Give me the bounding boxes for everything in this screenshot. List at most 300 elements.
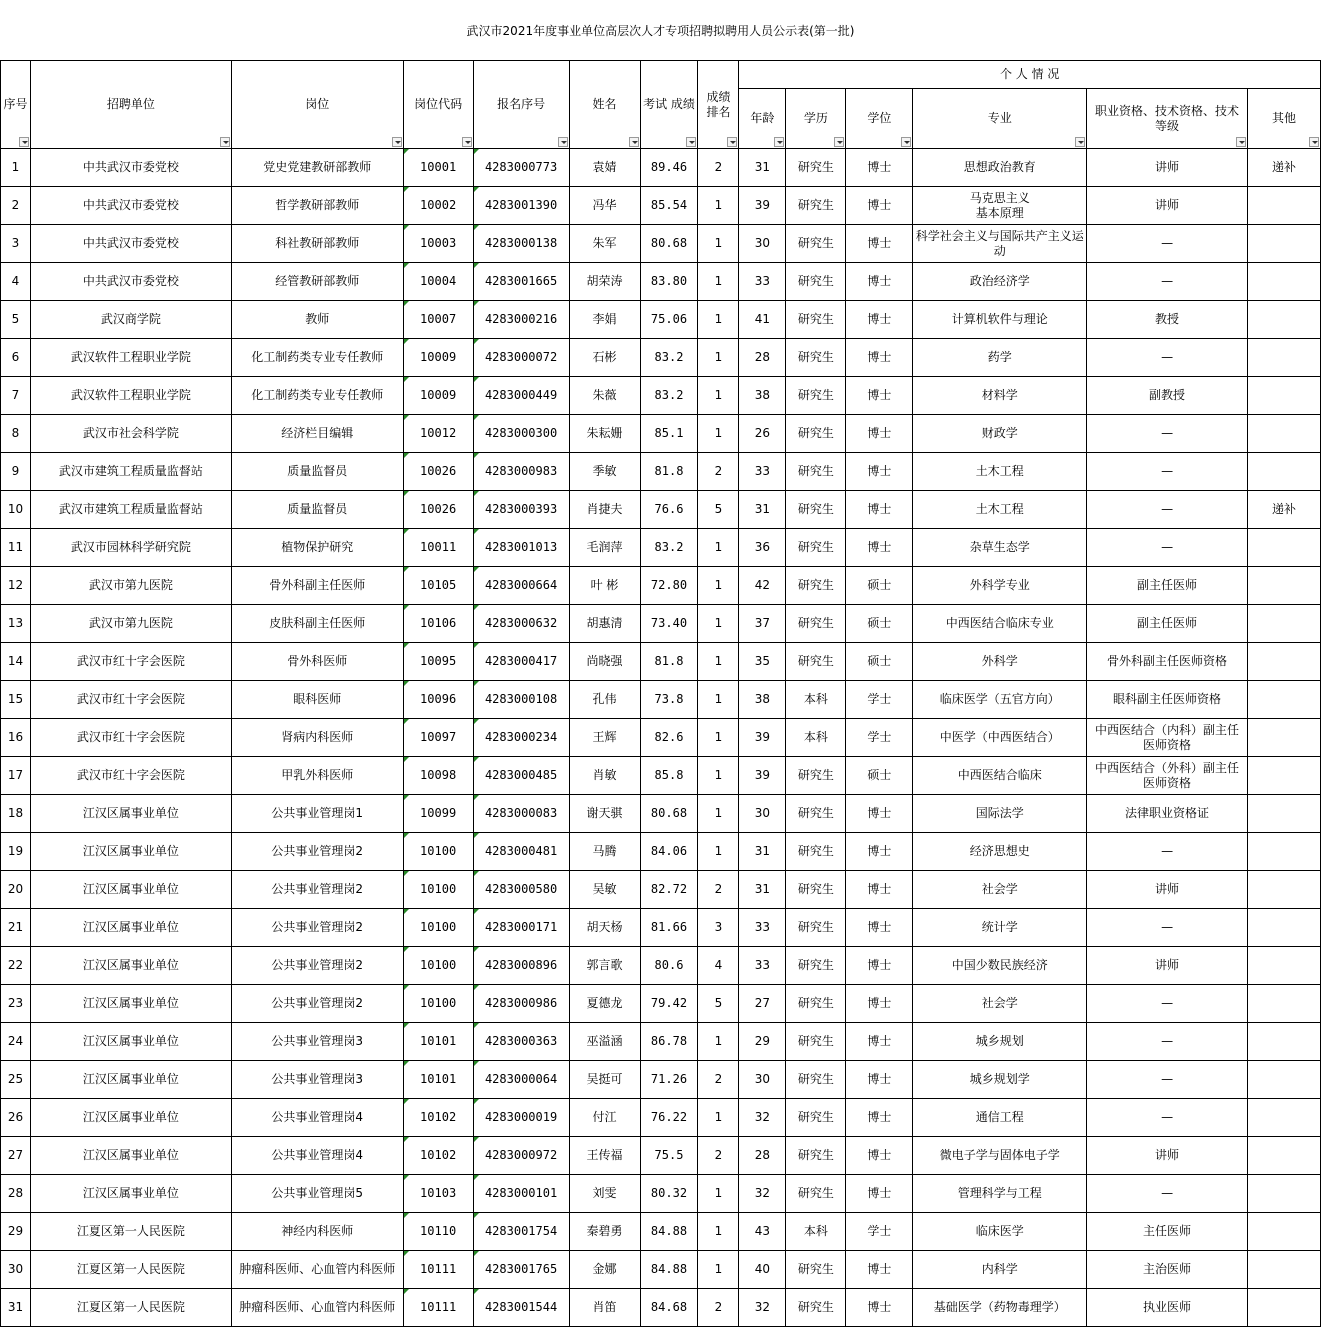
cell-qualification[interactable]: —	[1087, 909, 1248, 947]
cell-name[interactable]: 李娟	[569, 301, 640, 339]
cell-post-code[interactable]: 10101	[403, 1023, 473, 1061]
header-education[interactable]: 学历	[786, 89, 846, 149]
cell-seq[interactable]: 3	[1, 225, 31, 263]
cell-unit[interactable]: 江汉区属事业单位	[30, 1023, 231, 1061]
cell-post[interactable]: 公共事业管理岗3	[231, 1023, 403, 1061]
cell-post[interactable]: 肿瘤科医师、心血管内科医师	[231, 1251, 403, 1289]
cell-age[interactable]: 33	[739, 453, 786, 491]
cell-education[interactable]: 研究生	[786, 1251, 846, 1289]
cell-qualification[interactable]: 中西医结合（外科）副主任医师资格	[1087, 757, 1248, 795]
cell-score[interactable]: 85.1	[640, 415, 698, 453]
cell-major[interactable]: 通信工程	[913, 1099, 1087, 1137]
cell-name[interactable]: 冯华	[569, 187, 640, 225]
cell-name[interactable]: 金娜	[569, 1251, 640, 1289]
cell-post[interactable]: 化工制药类专业专任教师	[231, 377, 403, 415]
cell-unit[interactable]: 江汉区属事业单位	[30, 1099, 231, 1137]
cell-reg-no[interactable]: 4283000485	[473, 757, 569, 795]
cell-seq[interactable]: 4	[1, 263, 31, 301]
filter-dropdown-icon[interactable]	[392, 137, 402, 147]
cell-score[interactable]: 84.68	[640, 1289, 698, 1327]
cell-reg-no[interactable]: 4283000632	[473, 605, 569, 643]
cell-other[interactable]	[1247, 833, 1320, 871]
cell-score[interactable]: 85.54	[640, 187, 698, 225]
cell-reg-no[interactable]: 4283000101	[473, 1175, 569, 1213]
header-degree[interactable]: 学位	[846, 89, 913, 149]
cell-post[interactable]: 公共事业管理岗2	[231, 985, 403, 1023]
cell-degree[interactable]: 博士	[846, 1099, 913, 1137]
filter-dropdown-icon[interactable]	[774, 137, 784, 147]
cell-seq[interactable]: 14	[1, 643, 31, 681]
cell-degree[interactable]: 博士	[846, 1251, 913, 1289]
cell-post[interactable]: 皮肤科副主任医师	[231, 605, 403, 643]
cell-qualification[interactable]: —	[1087, 339, 1248, 377]
header-major[interactable]: 专业	[913, 89, 1087, 149]
cell-degree[interactable]: 博士	[846, 263, 913, 301]
cell-seq[interactable]: 5	[1, 301, 31, 339]
cell-unit[interactable]: 武汉市第九医院	[30, 605, 231, 643]
cell-other[interactable]	[1247, 643, 1320, 681]
cell-education[interactable]: 研究生	[786, 1289, 846, 1327]
cell-education[interactable]: 研究生	[786, 225, 846, 263]
cell-post-code[interactable]: 10097	[403, 719, 473, 757]
cell-score[interactable]: 76.22	[640, 1099, 698, 1137]
cell-seq[interactable]: 13	[1, 605, 31, 643]
cell-reg-no[interactable]: 4283001390	[473, 187, 569, 225]
cell-reg-no[interactable]: 4283000972	[473, 1137, 569, 1175]
cell-qualification[interactable]: —	[1087, 491, 1248, 529]
cell-name[interactable]: 叶 彬	[569, 567, 640, 605]
cell-seq[interactable]: 6	[1, 339, 31, 377]
cell-age[interactable]: 27	[739, 985, 786, 1023]
cell-education[interactable]: 研究生	[786, 757, 846, 795]
cell-post[interactable]: 植物保护研究	[231, 529, 403, 567]
cell-post-code[interactable]: 10106	[403, 605, 473, 643]
cell-post-code[interactable]: 10095	[403, 643, 473, 681]
cell-score[interactable]: 80.6	[640, 947, 698, 985]
cell-name[interactable]: 刘雯	[569, 1175, 640, 1213]
cell-major[interactable]: 内科学	[913, 1251, 1087, 1289]
header-unit[interactable]: 招聘单位	[30, 61, 231, 149]
cell-post-code[interactable]: 10111	[403, 1289, 473, 1327]
cell-post[interactable]: 公共事业管理岗4	[231, 1137, 403, 1175]
cell-reg-no[interactable]: 4283001544	[473, 1289, 569, 1327]
cell-degree[interactable]: 博士	[846, 1061, 913, 1099]
header-post[interactable]: 岗位	[231, 61, 403, 149]
cell-score[interactable]: 89.46	[640, 149, 698, 187]
cell-post-code[interactable]: 10002	[403, 187, 473, 225]
filter-dropdown-icon[interactable]	[1236, 137, 1246, 147]
cell-post[interactable]: 党史党建教研部教师	[231, 149, 403, 187]
filter-dropdown-icon[interactable]	[220, 137, 230, 147]
cell-major[interactable]: 科学社会主义与国际共产主义运动	[913, 225, 1087, 263]
cell-education[interactable]: 研究生	[786, 453, 846, 491]
cell-post[interactable]: 肾病内科医师	[231, 719, 403, 757]
header-qualification[interactable]: 职业资格、技术资格、技术等级	[1087, 89, 1248, 149]
cell-education[interactable]: 研究生	[786, 1023, 846, 1061]
cell-unit[interactable]: 武汉商学院	[30, 301, 231, 339]
cell-rank[interactable]: 1	[698, 719, 739, 757]
cell-major[interactable]: 社会学	[913, 985, 1087, 1023]
cell-post[interactable]: 经管教研部教师	[231, 263, 403, 301]
cell-degree[interactable]: 硕士	[846, 757, 913, 795]
cell-unit[interactable]: 江夏区第一人民医院	[30, 1213, 231, 1251]
cell-name[interactable]: 秦碧勇	[569, 1213, 640, 1251]
cell-unit[interactable]: 江汉区属事业单位	[30, 1061, 231, 1099]
cell-score[interactable]: 79.42	[640, 985, 698, 1023]
filter-dropdown-icon[interactable]	[462, 137, 472, 147]
cell-reg-no[interactable]: 4283000108	[473, 681, 569, 719]
cell-name[interactable]: 石彬	[569, 339, 640, 377]
cell-degree[interactable]: 博士	[846, 1023, 913, 1061]
cell-post-code[interactable]: 10100	[403, 871, 473, 909]
cell-age[interactable]: 40	[739, 1251, 786, 1289]
cell-degree[interactable]: 博士	[846, 833, 913, 871]
cell-qualification[interactable]: 执业医师	[1087, 1289, 1248, 1327]
cell-post[interactable]: 公共事业管理岗4	[231, 1099, 403, 1137]
cell-name[interactable]: 季敏	[569, 453, 640, 491]
cell-other[interactable]	[1247, 909, 1320, 947]
filter-dropdown-icon[interactable]	[901, 137, 911, 147]
cell-name[interactable]: 尚晓强	[569, 643, 640, 681]
cell-score[interactable]: 83.80	[640, 263, 698, 301]
cell-other[interactable]	[1247, 1289, 1320, 1327]
cell-unit[interactable]: 中共武汉市委党校	[30, 263, 231, 301]
cell-rank[interactable]: 1	[698, 529, 739, 567]
cell-score[interactable]: 73.8	[640, 681, 698, 719]
cell-seq[interactable]: 23	[1, 985, 31, 1023]
cell-name[interactable]: 胡天杨	[569, 909, 640, 947]
cell-major[interactable]: 土木工程	[913, 453, 1087, 491]
cell-age[interactable]: 28	[739, 339, 786, 377]
cell-degree[interactable]: 博士	[846, 985, 913, 1023]
filter-dropdown-icon[interactable]	[1075, 137, 1085, 147]
cell-seq[interactable]: 12	[1, 567, 31, 605]
cell-education[interactable]: 研究生	[786, 415, 846, 453]
cell-seq[interactable]: 28	[1, 1175, 31, 1213]
cell-seq[interactable]: 26	[1, 1099, 31, 1137]
cell-seq[interactable]: 10	[1, 491, 31, 529]
cell-seq[interactable]: 2	[1, 187, 31, 225]
cell-rank[interactable]: 1	[698, 567, 739, 605]
cell-post[interactable]: 神经内科医师	[231, 1213, 403, 1251]
filter-dropdown-icon[interactable]	[19, 137, 29, 147]
cell-reg-no[interactable]: 4283000896	[473, 947, 569, 985]
cell-post-code[interactable]: 10100	[403, 909, 473, 947]
cell-name[interactable]: 肖捷夫	[569, 491, 640, 529]
cell-age[interactable]: 37	[739, 605, 786, 643]
cell-education[interactable]: 研究生	[786, 947, 846, 985]
cell-post[interactable]: 公共事业管理岗2	[231, 909, 403, 947]
cell-rank[interactable]: 1	[698, 301, 739, 339]
cell-other[interactable]	[1247, 757, 1320, 795]
cell-post[interactable]: 教师	[231, 301, 403, 339]
cell-post-code[interactable]: 10003	[403, 225, 473, 263]
cell-qualification[interactable]: 讲师	[1087, 1137, 1248, 1175]
cell-rank[interactable]: 2	[698, 1289, 739, 1327]
cell-major[interactable]: 社会学	[913, 871, 1087, 909]
cell-reg-no[interactable]: 4283000363	[473, 1023, 569, 1061]
cell-age[interactable]: 33	[739, 263, 786, 301]
cell-score[interactable]: 75.5	[640, 1137, 698, 1175]
cell-other[interactable]	[1247, 453, 1320, 491]
cell-qualification[interactable]: —	[1087, 529, 1248, 567]
cell-score[interactable]: 81.8	[640, 453, 698, 491]
cell-rank[interactable]: 1	[698, 757, 739, 795]
header-score[interactable]: 考试 成绩	[640, 61, 698, 149]
cell-post-code[interactable]: 10105	[403, 567, 473, 605]
cell-education[interactable]: 研究生	[786, 301, 846, 339]
cell-degree[interactable]: 博士	[846, 491, 913, 529]
cell-age[interactable]: 31	[739, 871, 786, 909]
cell-post[interactable]: 骨外科医师	[231, 643, 403, 681]
cell-post-code[interactable]: 10103	[403, 1175, 473, 1213]
cell-major[interactable]: 城乡规划学	[913, 1061, 1087, 1099]
cell-major[interactable]: 杂草生态学	[913, 529, 1087, 567]
cell-seq[interactable]: 31	[1, 1289, 31, 1327]
cell-rank[interactable]: 1	[698, 339, 739, 377]
cell-age[interactable]: 38	[739, 681, 786, 719]
cell-rank[interactable]: 5	[698, 491, 739, 529]
cell-major[interactable]: 外科学专业	[913, 567, 1087, 605]
cell-qualification[interactable]: —	[1087, 1175, 1248, 1213]
cell-score[interactable]: 84.06	[640, 833, 698, 871]
filter-dropdown-icon[interactable]	[629, 137, 639, 147]
cell-education[interactable]: 研究生	[786, 377, 846, 415]
cell-seq[interactable]: 8	[1, 415, 31, 453]
cell-seq[interactable]: 19	[1, 833, 31, 871]
cell-major[interactable]: 药学	[913, 339, 1087, 377]
cell-unit[interactable]: 江汉区属事业单位	[30, 1137, 231, 1175]
cell-unit[interactable]: 武汉市红十字会医院	[30, 719, 231, 757]
cell-score[interactable]: 82.6	[640, 719, 698, 757]
cell-education[interactable]: 研究生	[786, 1175, 846, 1213]
cell-other[interactable]	[1247, 985, 1320, 1023]
cell-major[interactable]: 微电子学与固体电子学	[913, 1137, 1087, 1175]
cell-score[interactable]: 80.68	[640, 225, 698, 263]
cell-qualification[interactable]: 法律职业资格证	[1087, 795, 1248, 833]
filter-dropdown-icon[interactable]	[686, 137, 696, 147]
cell-reg-no[interactable]: 4283000983	[473, 453, 569, 491]
cell-qualification[interactable]: 眼科副主任医师资格	[1087, 681, 1248, 719]
cell-post-code[interactable]: 10004	[403, 263, 473, 301]
cell-reg-no[interactable]: 4283000216	[473, 301, 569, 339]
cell-education[interactable]: 研究生	[786, 605, 846, 643]
cell-reg-no[interactable]: 4283000083	[473, 795, 569, 833]
cell-major[interactable]: 基础医学（药物毒理学）	[913, 1289, 1087, 1327]
cell-education[interactable]: 研究生	[786, 263, 846, 301]
cell-post[interactable]: 骨外科副主任医师	[231, 567, 403, 605]
cell-degree[interactable]: 学士	[846, 1213, 913, 1251]
cell-reg-no[interactable]: 4283000171	[473, 909, 569, 947]
cell-post[interactable]: 眼科医师	[231, 681, 403, 719]
cell-reg-no[interactable]: 4283000773	[473, 149, 569, 187]
cell-age[interactable]: 30	[739, 225, 786, 263]
cell-major[interactable]: 财政学	[913, 415, 1087, 453]
cell-age[interactable]: 29	[739, 1023, 786, 1061]
cell-age[interactable]: 39	[739, 757, 786, 795]
header-seq[interactable]: 序号	[1, 61, 31, 149]
cell-qualification[interactable]: 副主任医师	[1087, 567, 1248, 605]
cell-rank[interactable]: 2	[698, 1061, 739, 1099]
cell-score[interactable]: 84.88	[640, 1213, 698, 1251]
cell-qualification[interactable]: 讲师	[1087, 947, 1248, 985]
cell-post-code[interactable]: 10009	[403, 377, 473, 415]
header-other[interactable]: 其他	[1247, 89, 1320, 149]
cell-qualification[interactable]: 讲师	[1087, 871, 1248, 909]
cell-reg-no[interactable]: 4283000580	[473, 871, 569, 909]
cell-other[interactable]	[1247, 187, 1320, 225]
cell-unit[interactable]: 武汉市建筑工程质量监督站	[30, 453, 231, 491]
cell-reg-no[interactable]: 4283001665	[473, 263, 569, 301]
cell-major[interactable]: 思想政治教育	[913, 149, 1087, 187]
cell-score[interactable]: 82.72	[640, 871, 698, 909]
cell-name[interactable]: 胡荣涛	[569, 263, 640, 301]
cell-post[interactable]: 公共事业管理岗2	[231, 871, 403, 909]
cell-unit[interactable]: 武汉市建筑工程质量监督站	[30, 491, 231, 529]
cell-score[interactable]: 84.88	[640, 1251, 698, 1289]
cell-age[interactable]: 31	[739, 491, 786, 529]
cell-unit[interactable]: 武汉市红十字会医院	[30, 643, 231, 681]
cell-post-code[interactable]: 10102	[403, 1099, 473, 1137]
cell-qualification[interactable]: —	[1087, 453, 1248, 491]
cell-education[interactable]: 研究生	[786, 491, 846, 529]
cell-other[interactable]: 递补	[1247, 149, 1320, 187]
cell-post-code[interactable]: 10011	[403, 529, 473, 567]
cell-qualification[interactable]: —	[1087, 1023, 1248, 1061]
cell-post-code[interactable]: 10007	[403, 301, 473, 339]
cell-post-code[interactable]: 10111	[403, 1251, 473, 1289]
cell-name[interactable]: 朱军	[569, 225, 640, 263]
cell-age[interactable]: 28	[739, 1137, 786, 1175]
cell-name[interactable]: 马腾	[569, 833, 640, 871]
cell-unit[interactable]: 江汉区属事业单位	[30, 795, 231, 833]
cell-reg-no[interactable]: 4283001013	[473, 529, 569, 567]
cell-other[interactable]	[1247, 529, 1320, 567]
cell-age[interactable]: 32	[739, 1289, 786, 1327]
cell-seq[interactable]: 24	[1, 1023, 31, 1061]
cell-name[interactable]: 夏德龙	[569, 985, 640, 1023]
cell-post-code[interactable]: 10100	[403, 947, 473, 985]
cell-qualification[interactable]: —	[1087, 833, 1248, 871]
cell-score[interactable]: 80.68	[640, 795, 698, 833]
cell-other[interactable]	[1247, 605, 1320, 643]
cell-post[interactable]: 化工制药类专业专任教师	[231, 339, 403, 377]
cell-rank[interactable]: 2	[698, 149, 739, 187]
cell-rank[interactable]: 1	[698, 833, 739, 871]
cell-rank[interactable]: 1	[698, 1023, 739, 1061]
cell-rank[interactable]: 2	[698, 871, 739, 909]
header-post-code[interactable]: 岗位代码	[403, 61, 473, 149]
cell-seq[interactable]: 25	[1, 1061, 31, 1099]
cell-major[interactable]: 国际法学	[913, 795, 1087, 833]
cell-post-code[interactable]: 10026	[403, 491, 473, 529]
cell-rank[interactable]: 1	[698, 605, 739, 643]
cell-qualification[interactable]: —	[1087, 985, 1248, 1023]
cell-unit[interactable]: 江汉区属事业单位	[30, 947, 231, 985]
cell-rank[interactable]: 1	[698, 643, 739, 681]
cell-post[interactable]: 公共事业管理岗1	[231, 795, 403, 833]
cell-unit[interactable]: 江汉区属事业单位	[30, 833, 231, 871]
cell-rank[interactable]: 1	[698, 1213, 739, 1251]
filter-dropdown-icon[interactable]	[834, 137, 844, 147]
cell-post-code[interactable]: 10098	[403, 757, 473, 795]
cell-education[interactable]: 研究生	[786, 1137, 846, 1175]
cell-other[interactable]	[1247, 1023, 1320, 1061]
cell-education[interactable]: 研究生	[786, 567, 846, 605]
cell-qualification[interactable]: 主治医师	[1087, 1251, 1248, 1289]
cell-degree[interactable]: 博士	[846, 187, 913, 225]
cell-education[interactable]: 研究生	[786, 1099, 846, 1137]
cell-other[interactable]	[1247, 1175, 1320, 1213]
cell-major[interactable]: 计算机软件与理论	[913, 301, 1087, 339]
cell-post-code[interactable]: 10100	[403, 833, 473, 871]
cell-post[interactable]: 公共事业管理岗3	[231, 1061, 403, 1099]
cell-unit[interactable]: 武汉市红十字会医院	[30, 757, 231, 795]
cell-age[interactable]: 26	[739, 415, 786, 453]
cell-unit[interactable]: 江汉区属事业单位	[30, 871, 231, 909]
cell-rank[interactable]: 1	[698, 187, 739, 225]
cell-name[interactable]: 肖敏	[569, 757, 640, 795]
cell-seq[interactable]: 30	[1, 1251, 31, 1289]
cell-post[interactable]: 经济栏目编辑	[231, 415, 403, 453]
cell-reg-no[interactable]: 4283001754	[473, 1213, 569, 1251]
cell-degree[interactable]: 博士	[846, 225, 913, 263]
cell-post-code[interactable]: 10009	[403, 339, 473, 377]
cell-degree[interactable]: 博士	[846, 1289, 913, 1327]
cell-other[interactable]	[1247, 301, 1320, 339]
filter-dropdown-icon[interactable]	[1309, 137, 1319, 147]
cell-degree[interactable]: 博士	[846, 529, 913, 567]
cell-qualification[interactable]: —	[1087, 1099, 1248, 1137]
cell-unit[interactable]: 武汉市园林科学研究院	[30, 529, 231, 567]
cell-major[interactable]: 中医学（中西医结合）	[913, 719, 1087, 757]
cell-qualification[interactable]: 中西医结合（内科）副主任医师资格	[1087, 719, 1248, 757]
cell-major[interactable]: 临床医学（五官方向）	[913, 681, 1087, 719]
cell-rank[interactable]: 1	[698, 681, 739, 719]
filter-dropdown-icon[interactable]	[558, 137, 568, 147]
cell-degree[interactable]: 博士	[846, 339, 913, 377]
cell-reg-no[interactable]: 4283000449	[473, 377, 569, 415]
cell-score[interactable]: 83.2	[640, 339, 698, 377]
cell-major[interactable]: 材料学	[913, 377, 1087, 415]
cell-reg-no[interactable]: 4283000481	[473, 833, 569, 871]
cell-major[interactable]: 城乡规划	[913, 1023, 1087, 1061]
cell-unit[interactable]: 江汉区属事业单位	[30, 909, 231, 947]
cell-age[interactable]: 39	[739, 187, 786, 225]
cell-other[interactable]	[1247, 263, 1320, 301]
cell-qualification[interactable]: 讲师	[1087, 187, 1248, 225]
cell-age[interactable]: 32	[739, 1175, 786, 1213]
cell-other[interactable]	[1247, 1251, 1320, 1289]
cell-qualification[interactable]: —	[1087, 415, 1248, 453]
cell-rank[interactable]: 5	[698, 985, 739, 1023]
cell-score[interactable]: 72.80	[640, 567, 698, 605]
cell-education[interactable]: 研究生	[786, 909, 846, 947]
cell-education[interactable]: 研究生	[786, 833, 846, 871]
cell-post[interactable]: 质量监督员	[231, 491, 403, 529]
cell-unit[interactable]: 武汉市红十字会医院	[30, 681, 231, 719]
cell-degree[interactable]: 博士	[846, 1175, 913, 1213]
cell-post-code[interactable]: 10102	[403, 1137, 473, 1175]
cell-score[interactable]: 80.32	[640, 1175, 698, 1213]
cell-rank[interactable]: 3	[698, 909, 739, 947]
cell-rank[interactable]: 1	[698, 377, 739, 415]
cell-reg-no[interactable]: 4283000417	[473, 643, 569, 681]
cell-unit[interactable]: 江夏区第一人民医院	[30, 1251, 231, 1289]
cell-unit[interactable]: 中共武汉市委党校	[30, 149, 231, 187]
cell-name[interactable]: 朱薇	[569, 377, 640, 415]
cell-education[interactable]: 研究生	[786, 187, 846, 225]
